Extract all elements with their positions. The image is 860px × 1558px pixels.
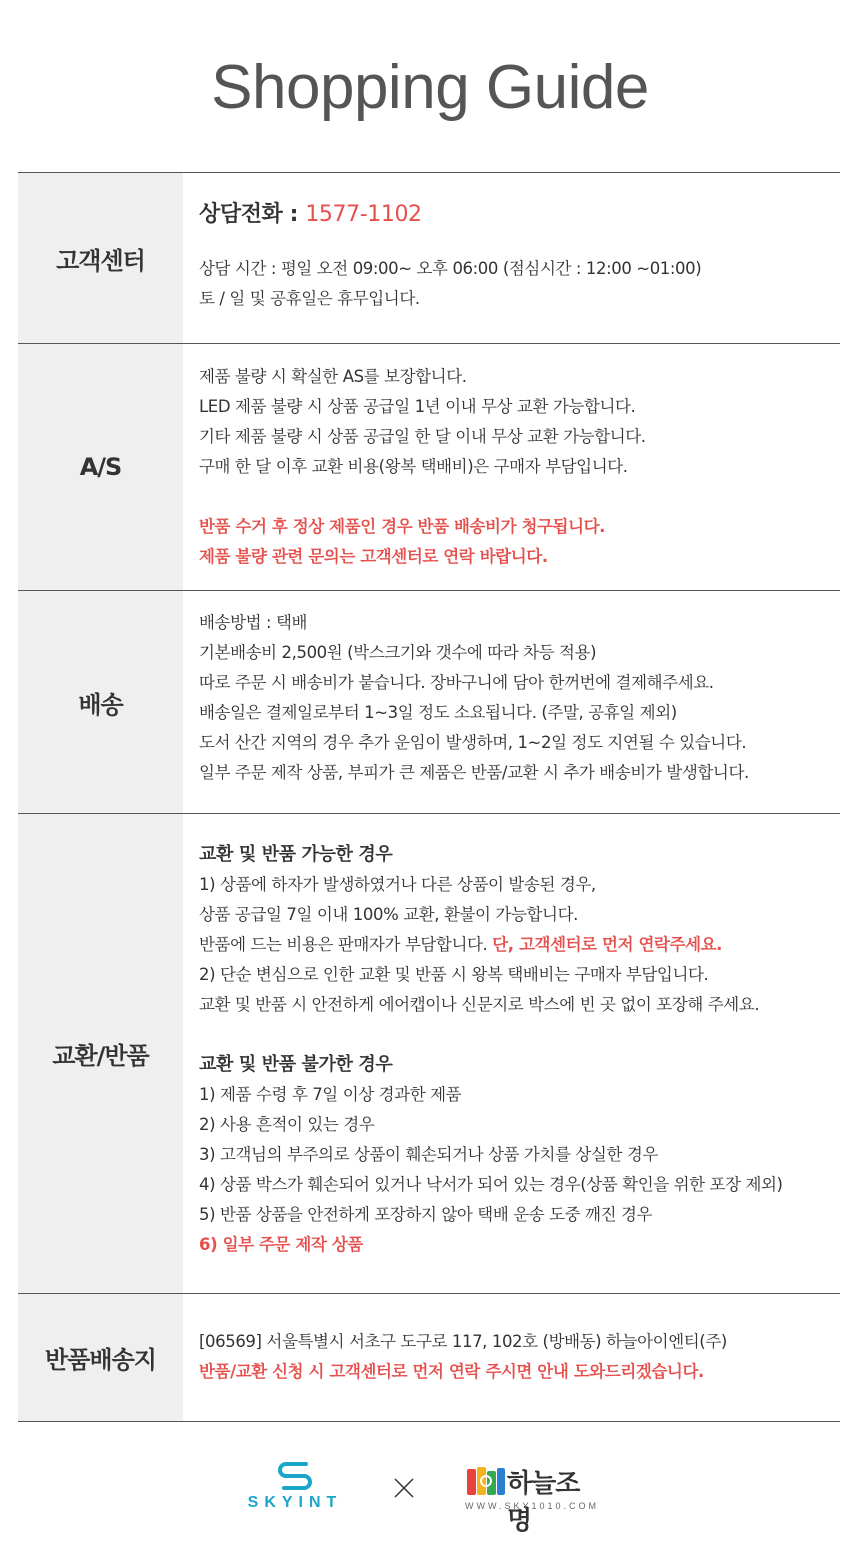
delivery-line: 배송일은 결제일로부터 1~3일 정도 소요됩니다. (주말, 공휴일 제외) bbox=[199, 703, 677, 722]
as-line: 기타 제품 불량 시 상품 공급일 한 달 이내 무상 교환 가능합니다. bbox=[199, 427, 646, 446]
impossible-title: 교환 및 반품 불가한 경우 bbox=[199, 1054, 393, 1075]
haneul-logo bbox=[465, 1465, 600, 1536]
contact-first-note: 단, 고객센터로 먼저 연락주세요. bbox=[492, 935, 723, 954]
as-line: 제품 불량 시 확실한 AS를 보장합니다. bbox=[199, 367, 467, 386]
skyint-logo bbox=[240, 1460, 350, 1514]
haneul-wordmark: 하늘조명 bbox=[507, 1469, 580, 1536]
lightbulb-colorful-icon bbox=[465, 1465, 507, 1499]
impossible-line: 5) 반품 상품을 안전하게 포장하지 않아 택배 운송 도중 깨진 경우 bbox=[199, 1205, 653, 1224]
possible-title: 교환 및 반품 가능한 경우 bbox=[199, 844, 393, 865]
row-exchange-return bbox=[18, 814, 840, 1294]
row-customer-center bbox=[18, 173, 840, 344]
exchange-line: 2) 단순 변심으로 인한 교환 및 반품 시 왕복 택배비는 구매자 부담입니다. bbox=[199, 965, 709, 984]
impossible-line: 1) 제품 수령 후 7일 이상 경과한 제품 bbox=[199, 1085, 462, 1104]
footer-logos bbox=[0, 1460, 860, 1536]
as-line: 구매 한 달 이후 교환 비용(왕복 택배비)은 구매자 부담입니다. bbox=[199, 457, 628, 476]
impossible-line: 3) 고객님의 부주의로 상품이 훼손되거나 상품 가치를 상실한 경우 bbox=[199, 1145, 658, 1164]
phone-number[interactable]: 1577-1102 bbox=[305, 202, 422, 227]
as-red-line: 제품 불량 관련 문의는 고객센터로 연락 바랍니다. bbox=[199, 547, 548, 566]
skyint-s-icon bbox=[240, 1460, 350, 1494]
phone-line: 상담전화 : 1577-1102 bbox=[199, 202, 422, 227]
skyint-wordmark: SKYINT bbox=[247, 1494, 343, 1511]
holiday-text: 토 / 일 및 공휴일은 휴무입니다. bbox=[199, 289, 420, 308]
delivery-line: 따로 주문 시 배송비가 붙습니다. 장바구니에 담아 한꺼번에 결제해주세요. bbox=[199, 673, 714, 692]
exchange-line: 1) 상품에 하자가 발생하였거나 다른 상품이 발송된 경우, bbox=[199, 875, 596, 894]
exchange-line: 상품 공급일 7일 이내 100% 교환, 환불이 가능합니다. bbox=[199, 905, 578, 924]
hours-text: 상담 시간 : 평일 오전 09:00~ 오후 06:00 (점심시간 : 12:00 ~01:00) bbox=[199, 259, 702, 278]
return-address: [06569] 서울특별시 서초구 도구로 117, 102호 (방배동) 하늘아이엔티(주) bbox=[199, 1332, 727, 1351]
haneul-url: WWW.SKY1010.COM bbox=[465, 1501, 600, 1511]
row-as bbox=[18, 344, 840, 591]
impossible-line: 4) 상품 박스가 훼손되어 있거나 낙서가 되어 있는 경우(상품 확인을 위한 포장 제외) bbox=[199, 1175, 783, 1194]
impossible-red-line: 6) 일부 주문 제작 상품 bbox=[199, 1235, 363, 1254]
delivery-line: 도서 산간 지역의 경우 추가 운임이 발생하며, 1~2일 정도 지연될 수 있습니다. bbox=[199, 733, 747, 752]
exchange-line: 반품에 드는 비용은 판매자가 부담합니다. 단, 고객센터로 먼저 연락주세요. bbox=[199, 935, 723, 954]
impossible-line: 2) 사용 흔적이 있는 경우 bbox=[199, 1115, 375, 1134]
guide-table bbox=[18, 172, 840, 1422]
cross-icon bbox=[392, 1476, 416, 1500]
return-note: 반품/교환 신청 시 고객센터로 먼저 연락 주시면 안내 도와드리겠습니다. bbox=[199, 1362, 704, 1381]
delivery-line: 일부 주문 제작 상품, 부피가 큰 제품은 반품/교환 시 추가 배송비가 발생합니다. bbox=[199, 763, 749, 782]
row-delivery bbox=[18, 591, 840, 814]
row-label: 교환/반품 bbox=[18, 814, 183, 1293]
row-label: 반품배송지 bbox=[18, 1294, 183, 1421]
row-label: A/S bbox=[18, 344, 183, 590]
row-return-address bbox=[18, 1294, 840, 1422]
delivery-line: 기본배송비 2,500원 (박스크기와 갯수에 따라 차등 적용) bbox=[199, 643, 597, 662]
row-label: 고객센터 bbox=[18, 173, 183, 343]
as-red-line: 반품 수거 후 정상 제품인 경우 반품 배송비가 청구됩니다. bbox=[199, 517, 606, 536]
as-line: LED 제품 불량 시 상품 공급일 1년 이내 무상 교환 가능합니다. bbox=[199, 397, 636, 416]
page-title: Shopping Guide bbox=[211, 53, 649, 122]
delivery-line: 배송방법 : 택배 bbox=[199, 613, 308, 632]
exchange-line: 교환 및 반품 시 안전하게 에어캡이나 신문지로 박스에 빈 곳 없이 포장해 주세요. bbox=[199, 995, 760, 1014]
row-label: 배송 bbox=[18, 591, 183, 813]
